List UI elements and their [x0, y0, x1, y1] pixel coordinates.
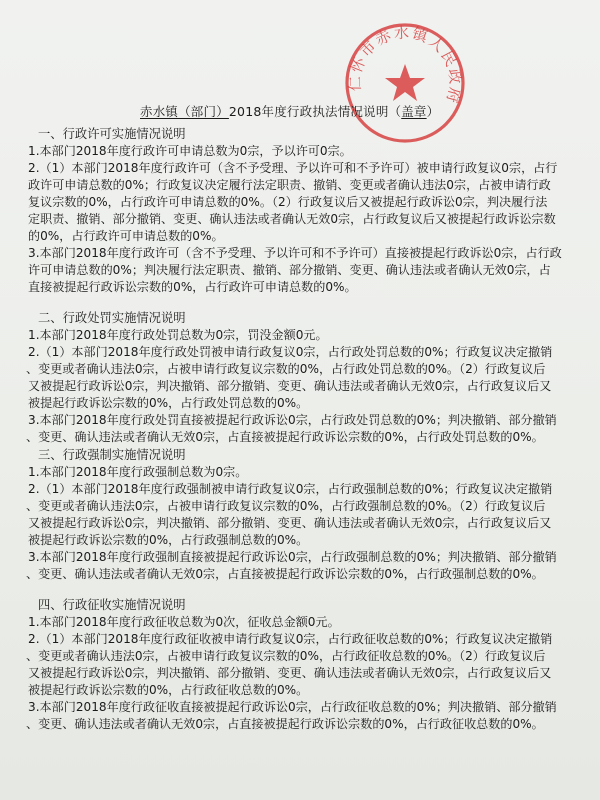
paragraph-line: 的0%，占行政许可申请总数的0%。 — [28, 229, 224, 243]
title-org-name: 赤水镇（部门） — [140, 104, 229, 119]
paragraph-line: 被提起行政诉讼宗数的0%，占行政强制总数的0%。 — [28, 533, 309, 547]
paragraph-line: 、变更、确认违法或者确认无效0宗，占直接被提起行政诉讼宗数的0%，占行政强制总数的0%。 — [26, 567, 544, 581]
paragraph-line: 又被提起行政诉讼0宗，判决撤销、部分撤销、变更、确认违法或者确认无效0宗，占行政复议后又 — [28, 516, 552, 530]
section-administrative-penalty — [0, 310, 600, 446]
paragraph-line: 被提起行政诉讼宗数的0%，占行政处罚总数的0%。 — [28, 396, 309, 410]
paragraph-line: 1.本部门2018年度行政许可申请总数为0宗，予以许可0宗。 — [28, 144, 352, 158]
title-stamp-text: 盖章 — [401, 104, 427, 119]
paragraph-line: 又被提起行政诉讼0宗，判决撤销、部分撤销、变更、确认违法或者确认无效0宗，占行政复议后又 — [28, 379, 552, 393]
paragraph-line: 政许可申请总数的0%；行政复议决定履行法定职责、撤销、变更或者确认违法0宗，占被申请行政 — [28, 178, 551, 192]
paragraph-line: 3.本部门2018年度行政许可（含不予受理、予以许可和不予许可）直接被提起行政诉讼0宗，占行政 — [28, 246, 562, 260]
svg-text:仁怀市赤水镇人民政府 — [346, 23, 465, 106]
section-heading: 二、行政处罚实施情况说明 — [38, 311, 186, 325]
paragraph-line: 定职责、撤销、部分撤销、变更、确认违法或者确认无效0宗，占行政复议后又被提起行政诉讼宗数 — [28, 212, 556, 226]
paragraph-line: 被提起行政诉讼宗数的0%，占行政征收总数的0%。 — [28, 683, 309, 697]
paragraph-line: 复议宗数的0%，占行政许可申请总数的0%。（2）行政复议后又被提起行政诉讼0宗，判决履行法 — [28, 195, 548, 209]
section-heading: 三、行政强制实施情况说明 — [38, 448, 186, 462]
section-administrative-enforcement — [0, 447, 600, 583]
section-heading: 四、行政征收实施情况说明 — [38, 598, 186, 612]
paragraph-line: 、变更或者确认违法0宗，占被申请行政复议宗数的0%，占行政处罚总数的0%。（2）行政复议后 — [26, 362, 546, 376]
paragraph-line: 、变更或者确认违法0宗，占被申请行政复议宗数的0%，占行政强制总数的0%。（2）行政复议后 — [26, 499, 546, 513]
paragraph-line: 2.（1）本部门2018年度行政处罚被申请行政复议0宗，占行政处罚总数的0%；行政复议决定撤销 — [28, 345, 553, 359]
paragraph-line: 又被提起行政诉讼0宗，判决撤销、部分撤销、变更、确认违法或者确认无效0宗，占行政复议后又 — [28, 666, 552, 680]
paragraph-line: 、变更或者确认违法0宗，占被申请行政复议宗数的0%，占行政征收总数的0%。（2）行政复议后 — [26, 649, 546, 663]
paragraph-line: 直接被提起行政诉讼宗数的0%，占行政许可申请总数的0%。 — [28, 280, 357, 294]
paragraph-line: 1.本部门2018年度行政处罚总数为0宗，罚没金额0元。 — [28, 328, 328, 342]
paragraph-line: 、变更、确认违法或者确认无效0宗，占直接被提起行政诉讼宗数的0%，占行政处罚总数的0%。 — [26, 430, 544, 444]
paragraph-line: 3.本部门2018年度行政强制直接被提起行政诉讼0宗，占行政强制总数的0%；判决撤销、部分撤销 — [28, 550, 557, 564]
paragraph-line: 2.（1）本部门2018年度行政许可（含不予受理、予以许可和不予许可）被申请行政复议0宗，占行 — [28, 161, 558, 175]
paragraph-line: 1.本部门2018年度行政强制总数为0宗。 — [28, 465, 248, 479]
paragraph-line: 2.（1）本部门2018年度行政强制被申请行政复议0宗，占行政强制总数的0%；行政复议决定撤销 — [28, 482, 553, 496]
paragraph-line: 许可申请总数的0%；判决履行法定职责、撤销、部分撤销、变更、确认违法或者确认无效0宗，占 — [28, 263, 551, 277]
section-heading: 一、行政许可实施情况说明 — [38, 127, 186, 141]
paragraph-line: 、变更、确认违法或者确认无效0宗，占直接被提起行政诉讼宗数的0%，占行政征收总数的0%。 — [26, 717, 544, 731]
paragraph-line: 1.本部门2018年度行政征收总数为0次，征收总金额0元。 — [28, 615, 340, 629]
title-end-text: ） — [426, 104, 440, 119]
section-administrative-levy — [0, 597, 600, 733]
section-administrative-license — [0, 126, 600, 296]
paragraph-line: 3.本部门2018年度行政征收直接被提起行政诉讼0宗，占行政征收总数的0%；判决撤销、部分撤销 — [28, 700, 557, 714]
paragraph-line: 2.（1）本部门2018年度行政征收被申请行政复议0宗，占行政征收总数的0%；行政复议决定撤销 — [28, 632, 553, 646]
seal-star-icon — [385, 64, 425, 101]
paragraph-line: 3.本部门2018年度行政处罚直接被提起行政诉讼0宗，占行政处罚总数的0%；判决撤销、部分撤销 — [28, 413, 557, 427]
seal-text: 仁怀市赤水镇人民政府 — [345, 23, 465, 107]
title-main-text: 2018年度行政执法情况说明（ — [228, 104, 402, 119]
document-title — [140, 102, 439, 120]
